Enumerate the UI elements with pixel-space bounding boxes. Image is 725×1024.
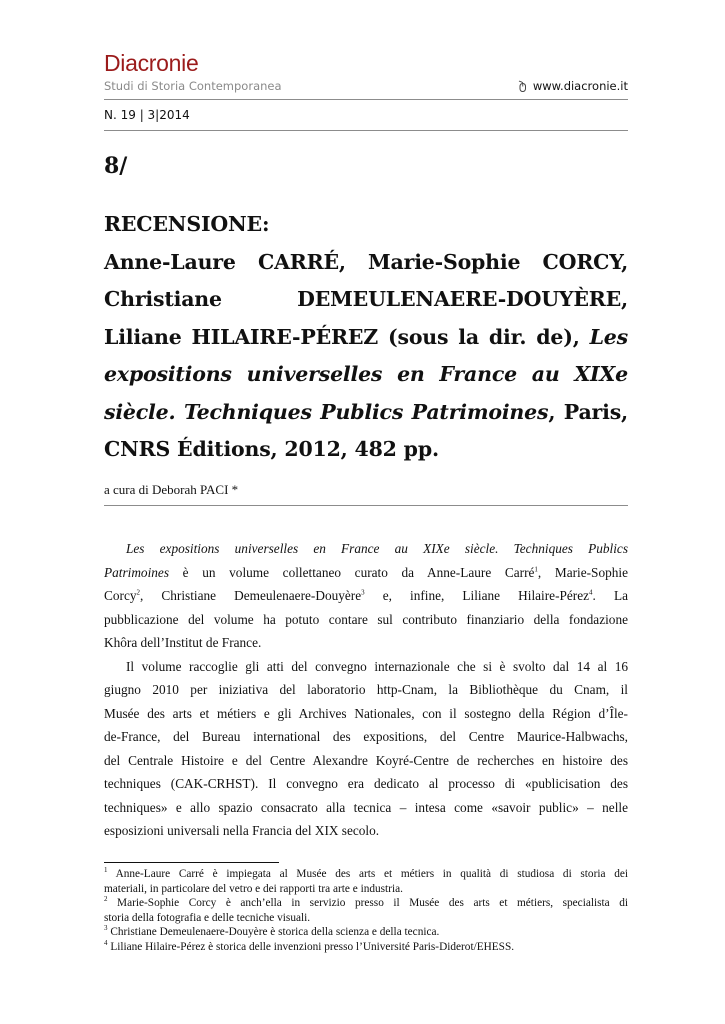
text-line: techniques» e allo spazio consacrato alla tecnica – intesa come «savoir public» – nelle (104, 799, 628, 815)
paragraph (104, 537, 628, 655)
heading-line: CNRS Éditions, 2012, 482 pp. (104, 437, 439, 461)
footnote-text: Anne-Laure Carré è impiegata al Musée des arts et métiers in qualità di studiosa di storia dei (115, 868, 628, 880)
curator-line: a cura di Deborah PACI * (104, 482, 239, 497)
heading-italic: expositions universelles en France au XIXe (104, 362, 628, 386)
curator-rule (104, 505, 628, 506)
heading-line (104, 394, 628, 432)
text-line: de-France, del Bureau international des expositions, del Centre Maurice-Halbwachs, (104, 729, 628, 744)
footnote-text: Marie-Sophie Corcy è anch’ella in servizio presso il Musée des arts et métiers, specialista di (117, 897, 628, 909)
heading-line: Christiane DEMEULENAERE-DOUYÈRE, (104, 287, 628, 311)
text-run: e, infine, Liliane Hilaire-Pérez (364, 588, 590, 603)
heading-line: RECENSIONE: (104, 212, 270, 236)
text-run: Corcy (104, 588, 137, 603)
footnote-text: Liliane Hilaire-Pérez è storica delle invenzioni presso l’Université Paris-Diderot/EHESS. (110, 940, 515, 953)
text-line: del Centrale Histoire e del Centre Alexandre Koyré-Centre de recherches en histoire des (104, 752, 628, 768)
footnote-mark: 1 (104, 866, 108, 875)
heading-italic: siècle. Techniques Publics Patrimoines (104, 399, 549, 424)
italic-title: Les expositions universelles en France au XIXe siècle. Techniques Publics (126, 541, 628, 556)
text-line (104, 584, 628, 608)
text-line (104, 561, 628, 585)
text-run: , Christiane Demeulenaere-Douyère (140, 588, 362, 603)
issue-number: N. 19 | 3|2014 (104, 108, 190, 122)
text-line: Khôra dell’Institut de France. (104, 635, 262, 650)
text-line: techniques (CAK-CRHST). Il convegno era dedicato al processo di «publicisation des (104, 776, 628, 791)
footnote-ref[interactable]: 1 (534, 565, 538, 574)
footnote-ref[interactable]: 3 (361, 588, 365, 597)
footnote-line: storia della fotografia e delle tecniche visuali. (104, 911, 311, 924)
text-run: . La (592, 588, 628, 603)
footnote-line (104, 867, 628, 882)
footnote-mark: 3 (104, 924, 108, 933)
paragraph (104, 655, 628, 843)
text-line: giugno 2010 per iniziativa del laboratorio http-Cnam, la Bibliothèque du Cnam, il (104, 682, 628, 697)
footnote-ref[interactable]: 2 (136, 588, 140, 597)
article-body (104, 537, 628, 843)
footnote-line (104, 940, 628, 955)
heading-line: Anne-Laure CARRÉ, Marie-Sophie CORCY, (104, 249, 628, 274)
footnotes (104, 867, 628, 954)
text-line: esposizioni universali nella Francia del XIX secolo. (104, 823, 380, 838)
italic-title: Patrimoines (104, 564, 170, 580)
heading-line (104, 356, 628, 394)
heading-italic: Les (589, 324, 628, 349)
header-rule (104, 99, 628, 100)
mouse-icon (516, 80, 529, 93)
text-line (104, 537, 628, 561)
footnote-mark: 4 (104, 938, 108, 947)
heading-line-text: Liliane HILAIRE-PÉREZ (sous la dir. de), (104, 324, 580, 349)
website-link[interactable] (516, 79, 628, 93)
journal-title: Diacronie (104, 50, 199, 76)
section-number: 8/ (104, 153, 128, 179)
website-url: www.diacronie.it (532, 79, 628, 93)
footnote-ref[interactable]: 4 (589, 588, 593, 597)
text-run: è un volume collettaneo curato da Anne-Laure Carré (169, 564, 535, 580)
footnote-text: Christiane Demeulenaere-Douyère è storica della scienza e della tecnica. (110, 926, 440, 938)
footnote-line (104, 925, 628, 940)
heading-line-text: , Paris, (548, 399, 628, 424)
issue-rule (104, 130, 628, 131)
text-line: Il volume raccoglie gli atti del convegno internazionale che si è svolto dal 14 al 16 (126, 658, 628, 674)
heading-line (104, 319, 628, 357)
article-heading (104, 206, 628, 469)
footnote-line (104, 896, 628, 911)
journal-subtitle: Studi di Storia Contemporanea (104, 79, 282, 93)
text-line: pubblicazione del volume ha potuto contare sul contributo finanziario della fondazione (104, 611, 628, 627)
footnote-line: materiali, in particolare del vetro e dei rapporti tra arte e industria. (104, 882, 403, 895)
footnote-mark: 2 (104, 895, 108, 904)
text-line: Musée des arts et métiers e gli Archives Nationales, con il sostegno della Région d’Île- (104, 705, 628, 721)
text-run: , Marie-Sophie (537, 564, 628, 580)
footnote-separator (104, 862, 279, 863)
